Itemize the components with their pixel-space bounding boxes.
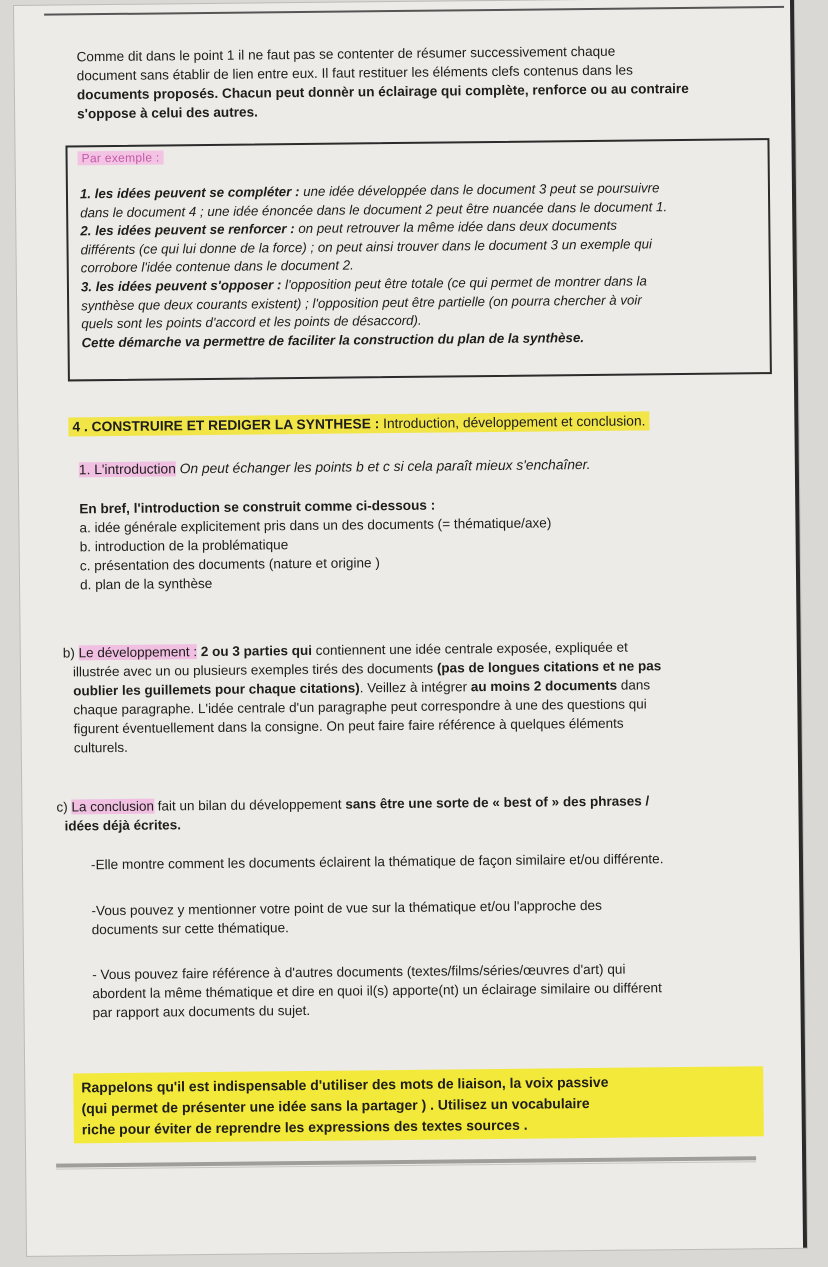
example-label: Par exemple : (78, 150, 164, 165)
conclusion-line-1-a: fait un bilan du développement (153, 796, 346, 814)
example-item-3-title: 3. les idées peuvent s'opposer : (80, 277, 282, 295)
reminder-line-2: (qui permet de présenter une idée sans la partager ) . Utilisez un vocabulaire (81, 1095, 590, 1117)
introduction-item-d: d. plan de la synthèse (79, 575, 213, 593)
example-item-1-title: 1. les idées peuvent se compléter : (79, 184, 300, 202)
introduction-summary-block (79, 492, 780, 594)
conclusion-point-3-a: - Vous pouvez faire référence à d'autres documents (textes/films/séries/œuvres d'art) qui (92, 961, 626, 983)
intro-line-2: document sans établir de lien entre eux. Il faut restituer les éléments clefs contenus dans les (76, 62, 633, 84)
reminder-line-3: riche pour éviter de reprendre les expressions des textes sources . (81, 1116, 528, 1138)
example-item-3-text-b: synthèse que deux courants existent) ; l'opposition peut être partielle (on pourra chercher à voir (81, 292, 642, 313)
intro-line-1: Comme dit dans le point 1 il ne faut pas se contenter de résumer successivement chaque (76, 43, 616, 65)
development-line-2-b: (pas de longues citations et ne pas (436, 658, 662, 676)
conclusion-point-2 (91, 894, 801, 939)
development-line-2-a: illustrée avec un ou plusieurs exemples tirés des documents (72, 660, 437, 680)
development-label: Le développement : (78, 644, 198, 661)
introduction-item-c: c. présentation des documents (nature et origine ) (79, 555, 380, 574)
development-line-6: culturels. (73, 739, 128, 756)
intro-line-3: documents proposés. Chacun peut donnèr un éclairage qui complète, renforce ou au contraire (76, 80, 689, 103)
section-4-number: 4 . (72, 419, 88, 435)
conclusion-point-3 (92, 958, 807, 1022)
development-line-5: figurent éventuellement dans la consigne. On peut faire faire référence à quelques éléments (73, 715, 624, 737)
document-page (14, 0, 807, 1256)
section-4-subtitle: Introduction, développement et conclusion. (379, 413, 646, 432)
development-line-3-b: . Veillez à intégrer (359, 679, 471, 696)
conclusion-point-3-b: abordent la même thématique et dire en quoi il(s) apporte(nt) un éclairage similaire ou différent (92, 980, 662, 1002)
example-content (80, 178, 772, 353)
introduction-heading (79, 455, 591, 479)
conclusion-line-1-b: sans être une sorte de « best of » des phrases / (345, 793, 650, 812)
section-4-title: CONSTRUIRE ET REDIGER LA SYNTHESE : (91, 416, 380, 435)
example-item-3-text-a: l'opposition peut être totale (ce qui permet de montrer dans la (281, 273, 647, 293)
intro-paragraph (76, 40, 787, 123)
development-line-3-a: oublier les guillemets pour chaque citations) (73, 680, 360, 699)
development-lead: 2 ou 3 parties qui (197, 642, 312, 660)
example-item-2-text-b: différents (ce qui lui donne de la force) ; on peut ainsi trouver dans le document 3 un exemple qui (80, 236, 652, 258)
introduction-item-b: b. introduction de la problématique (79, 537, 289, 555)
example-item-2-title: 2. les idées peuvent se renforcer : (80, 221, 295, 239)
introduction-item-a: a. idée générale explicitement pris dans un des documents (= thématique/axe) (79, 515, 552, 536)
development-line-1-rest: contiennent une idée centrale exposée, expliquée et (311, 639, 628, 658)
section-4-highlight (68, 411, 649, 436)
conclusion-point-3-c: par rapport aux documents du sujet. (92, 1002, 311, 1021)
example-item-2-text-c: corrobore l'idée contenue dans le document 2. (80, 257, 354, 276)
development-prefix: b) (62, 645, 79, 661)
example-item-2-text-a: on peut retrouver la même idée dans deux documents (294, 217, 618, 237)
conclusion-line-2: idées déjà écrites. (64, 817, 181, 834)
example-box (65, 138, 771, 381)
example-item-1-text-a: une idée développée dans le document 3 peut se poursuivre (299, 180, 660, 200)
introduction-note: On peut échanger les points b et c si cela paraît mieux s'enchaîner. (175, 456, 591, 477)
top-rule (44, 6, 784, 16)
introduction-label: 1. L'introduction (78, 461, 176, 478)
example-item-3-text-c: quels sont les points d'accord et les points de désaccord). (81, 312, 422, 332)
intro-line-4: s'oppose à celui des autres. (77, 104, 258, 122)
conclusion-point-2-a: -Vous pouvez y mentionner votre point de vue sur la thématique et/ou l'approche des (91, 897, 602, 919)
reminder-line-1: Rappelons qu'il est indispensable d'utiliser des mots de liaison, la voix passive (81, 1073, 609, 1096)
development-line-4: chaque paragraphe. L'idée centrale d'un paragraphe peut correspondre à une des questions qui (73, 696, 647, 718)
conclusion-prefix: c) (56, 799, 72, 815)
conclusion-point-2-b: documents sur cette thématique. (91, 920, 289, 938)
example-item-1-text-b: dans le document 4 ; une idée énoncée dans le document 2 peut être nuancée dans le document 1. (80, 198, 668, 220)
development-line-3-c: au moins 2 documents (470, 677, 618, 695)
section-4-heading (68, 411, 649, 436)
example-conclusion: Cette démarche va permettre de faciliter la construction du plan de la synthèse. (81, 329, 585, 351)
development-line-3-d: dans (616, 677, 651, 693)
conclusion-block (56, 790, 796, 836)
reminder-block (81, 1070, 782, 1140)
conclusion-point-1: -Elle montre comment les documents éclairent la thématique de façon similaire et/ou différente. (90, 851, 664, 873)
development-block (63, 636, 794, 758)
conclusion-label: La conclusion (71, 798, 155, 815)
introduction-summary: En bref, l'introduction se construit comme ci-dessous : (79, 497, 436, 517)
